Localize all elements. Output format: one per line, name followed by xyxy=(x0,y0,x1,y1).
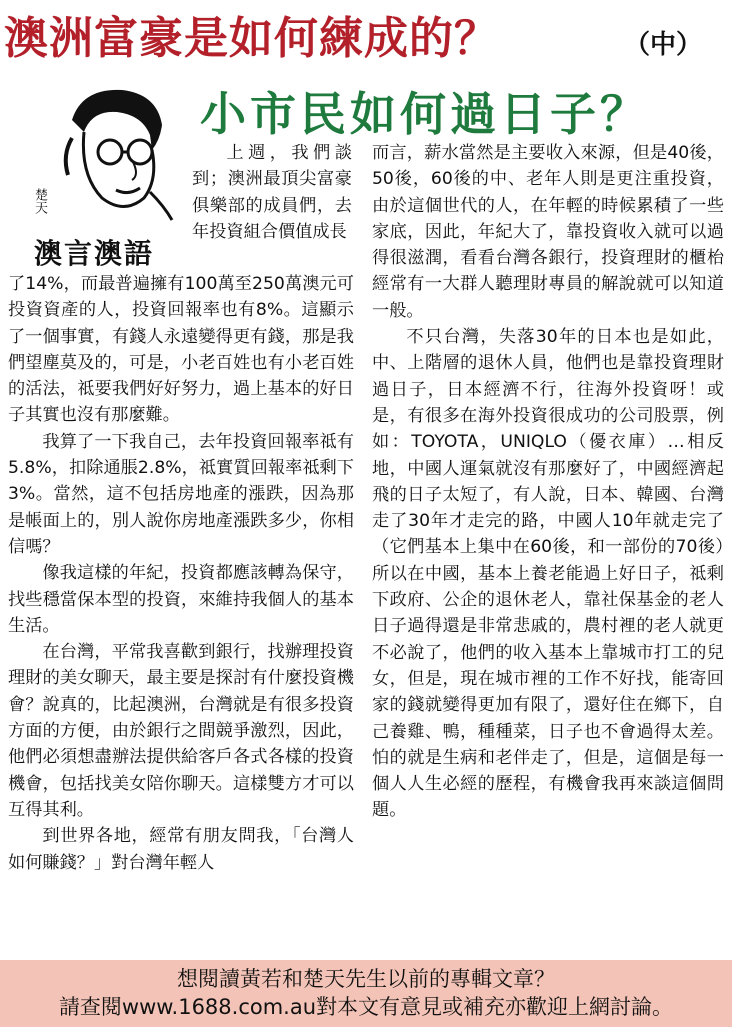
column-name: 澳言澳語 xyxy=(34,237,155,270)
article-paragraph: 上週，我們談到；澳洲最頂尖富豪俱樂部的成員們，去年投資組合價值成長 xyxy=(192,143,352,242)
article-paragraph: 像我這樣的年紀，投資都應該轉為保守，找些穩當保本型的投資，來維持我個人的基本生活。 xyxy=(8,563,354,636)
article-paragraph: 到世界各地，經常有朋友問我，「台灣人如何賺錢？」對台灣年輕人 xyxy=(8,826,354,873)
headline-subtitle: 小市民如何過日子？ xyxy=(200,87,650,141)
article-paragraph: 了14%，而最普遍擁有100萬至250萬澳元可投資資產的人，投資回報率也有8%。這顯示了一個事實，有錢人永遠變得更有錢，那是我們望塵莫及的，可是，小老百姓也有小老百姓的活法，祗要我們好好努力，過上基本的好日子其實也沒有那麼難。 xyxy=(8,274,354,426)
article-intro xyxy=(192,140,352,245)
footer-text: 想閱讀黃若和楚天先生以前的專輯文章？ xyxy=(177,967,555,991)
article-paragraph: 我算了一下我自己，去年投資回報率祗有5.8%，扣除通脹2.8%，祗實質回報率祗剩下3%。當然，這不包括房地產的漲跌，因為那是帳面上的，別人說你房地產漲跌多少，你相信嗎？ xyxy=(8,431,354,557)
article-right-column xyxy=(372,140,724,824)
headline-title: 澳洲富豪是如何練成的？ xyxy=(4,13,499,64)
author-byline: 楚天 xyxy=(32,188,47,214)
article-paragraph: 而言，薪水當然是主要收入來源，但是40後，50後，60後的中、老年人則是更注重投資，由於這個世代的人，在年輕的時候累積了一些家底，因此，年紀大了，靠投資收入就可以過得很滋潤，看看台灣各銀行，投資理財的櫃枱經常有一大群人聽理財專員的解說就可以知道一般。 xyxy=(372,143,724,321)
headline-part-suffix: （中） xyxy=(624,30,703,60)
footer-website-text: 請查閱www.1688.com.au對本文有意見或補充亦歡迎上網討論。 xyxy=(58,995,674,1019)
article-paragraph: 在台灣，平常我喜歡到銀行，找辦理投資理財的美女聊天，最主要是探討有什麼投資機會？說真的，比起澳洲，台灣就是有很多投資方面的方便，由於銀行之間競爭激烈，因此，他們必須想盡辦法提供給客戶各式各樣的投資機會，包括找美女陪你聊天。這樣雙方才可以互得其利。 xyxy=(8,642,354,820)
article-paragraph: 不只台灣，失落30年的日本也是如此，中、上階層的退休人員，他們也是靠投資理財過日子，日本經濟不行，往海外投資呀！或是，有很多在海外投資很成功的公司股票，例如：TOYOTA，UNIQLO（優衣庫）…相反地，中國人運氣就沒有那麼好了，中國經濟起飛的日子太短了，有人說，日本、韓國、台灣走了30年才走完的路，中國人10年就走完了（它們基本上集中在60後，和一部份的70後）所以在中國，基本上養老能過上好日子，祗剩下政府、公企的退休老人，靠社保基金的老人日子過得還是非常悲戚的，農村裡的老人就更不必說了，他們的收入基本上靠城市打工的兒女，但是，現在城市裡的工作不好找，能寄回家的錢就變得更加有限了，還好住在鄉下，自己養雞、鴨，種種菜，日子也不會過得太差。怕的就是生病和老伴走了，但是，這個是每一個人人生必經的歷程，有機會我再來談這個問題。 xyxy=(372,327,724,821)
author-caricature-image xyxy=(32,80,182,230)
article-left-column xyxy=(8,271,354,876)
footer-banner xyxy=(0,960,732,1027)
